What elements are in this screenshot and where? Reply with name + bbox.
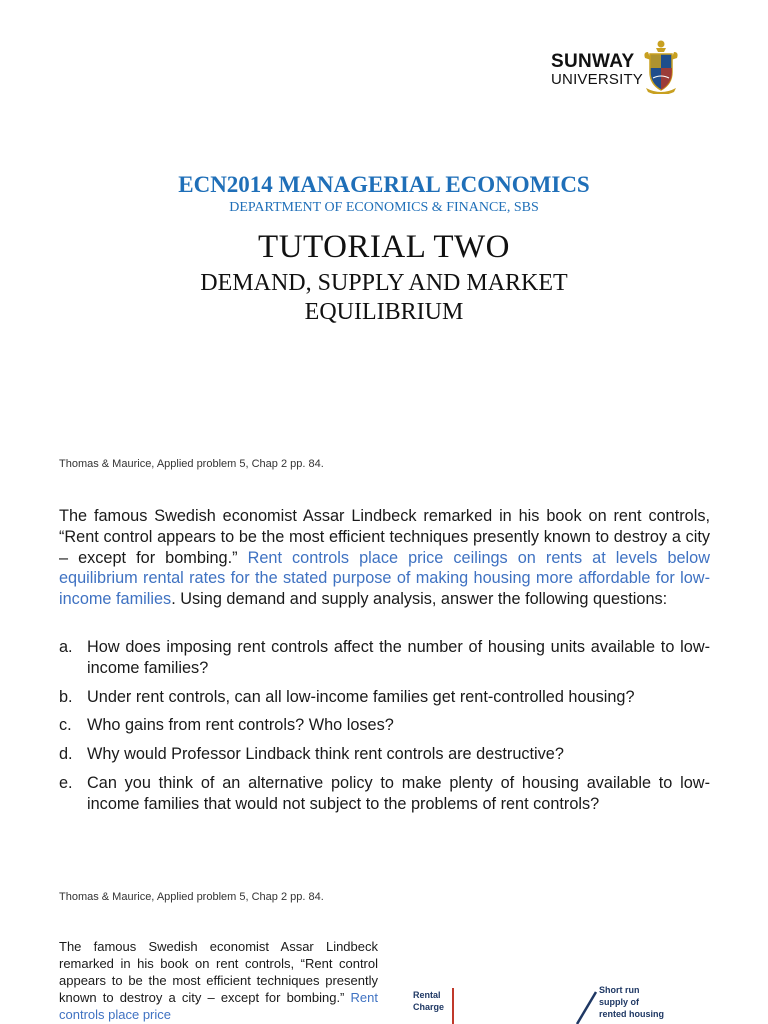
tutorial-subtitle-line1: DEMAND, SUPPLY AND MARKET [200, 270, 568, 296]
problem-statement-repeat [59, 938, 378, 1023]
question-text: Can you think of an alternative policy to make plenty of housing available to low-income families that would not subject to the problems of rent controls? [87, 773, 710, 813]
supply-curve-label-line2: supply of [599, 997, 639, 1007]
question-text: Under rent controls, can all low-income families get rent-controlled housing? [87, 687, 635, 706]
problem-statement-repeat-text: The famous Swedish economist Assar Lindbeck remarked in his book on rent controls, “Rent control appears to be the most efficient techniques presently known to destroy a city – except for bombing.” [59, 939, 378, 1005]
question-item [59, 744, 710, 765]
supply-curve-label-line3: rented housing [599, 1009, 664, 1019]
question-item [59, 637, 710, 679]
problem-statement-repeat-highlight: Rent controls place price [59, 990, 378, 1022]
question-letter: b. [59, 687, 73, 706]
problem-statement-text: The famous Swedish economist Assar Lindbeck remarked in his book on rent controls, “Rent control appears to be the most efficient techniques presently known to destroy a city – except for bombing.” [59, 507, 710, 567]
logo-wordmark [551, 52, 643, 88]
crest-icon [643, 38, 679, 94]
question-item [59, 715, 710, 736]
question-letter: a. [59, 638, 73, 656]
question-text: Who gains from rent controls? Who loses? [87, 716, 394, 735]
problem-statement [59, 506, 710, 610]
question-item [59, 687, 710, 708]
problem-statement-highlight: Rent controls place price ceilings on rents at levels below equilibrium rental rates for the stated purpose of making housing more affordable for low-income families [59, 548, 710, 609]
tutorial-title: TUTORIAL TWO [258, 229, 510, 265]
problem-statement-instruction: . Using demand and supply analysis, answer the following questions: [171, 590, 668, 609]
supply-curve-label-line1: Short run [599, 985, 640, 995]
question-list [59, 637, 710, 823]
supply-curve [577, 992, 596, 1024]
logo-word-sunway: SUNWAY [551, 51, 635, 72]
y-axis-label-line1: Rental [413, 990, 441, 1000]
question-letter: d. [59, 745, 73, 764]
question-letter: c. [59, 716, 72, 735]
question-text: Why would Professor Lindback think rent controls are destructive? [87, 745, 564, 764]
source-reference-repeat: Thomas & Maurice, Applied problem 5, Chap 2 pp. 84. [59, 891, 324, 903]
question-item [59, 773, 710, 815]
course-title: ECN2014 MANAGERIAL ECONOMICS [178, 172, 590, 197]
source-reference: Thomas & Maurice, Applied problem 5, Chap 2 pp. 84. [59, 458, 324, 470]
logo-word-university: UNIVERSITY [551, 71, 644, 88]
tutorial-subtitle-line2: EQUILIBRIUM [304, 299, 464, 325]
y-axis-label-line2: Charge [413, 1002, 445, 1012]
department-name: DEPARTMENT OF ECONOMICS & FINANCE, SBS [229, 200, 539, 215]
question-letter: e. [59, 773, 73, 792]
question-text: How does imposing rent controls affect the number of housing units available to low-income families? [87, 638, 710, 677]
sunway-university-logo [551, 38, 679, 96]
rent-control-diagram [405, 980, 695, 1024]
